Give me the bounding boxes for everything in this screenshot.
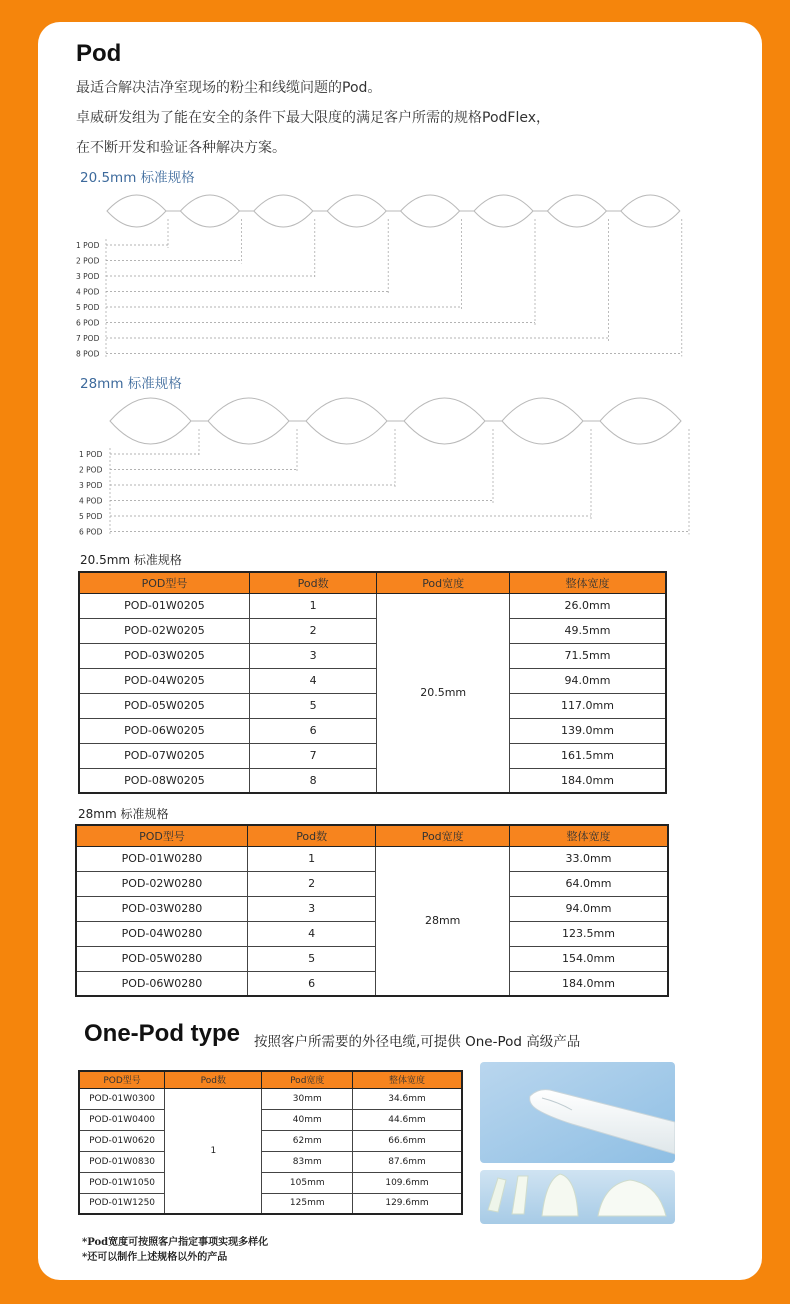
cell-total: 154.0mm [509,946,668,971]
pod-count-label: 6 POD [79,527,103,537]
pod-shape [600,398,681,444]
cell-count: 1 [247,846,375,871]
cell-model: POD-05W0280 [76,946,247,971]
cell-model: POD-01W0280 [76,846,247,871]
cell-total: 66.6mm [353,1130,462,1151]
product-photo-strip [480,1062,675,1163]
pod-count-label: 3 POD [79,481,103,490]
cell-width: 30mm [262,1088,353,1109]
header-total: 整体宽度 [353,1071,462,1088]
notes [82,1235,268,1265]
cell-total: 117.0mm [509,693,666,718]
cell-total: 184.0mm [509,768,666,793]
onepod-subtitle: 按照客户所需要的外径电缆,可提供 One-Pod 高级产品 [254,1034,581,1050]
cell-model: POD-02W0205 [79,618,249,643]
cell-model: POD-06W0205 [79,718,249,743]
diagram-205 [70,186,700,362]
cell-model: POD-04W0205 [79,668,249,693]
table-row [76,896,668,921]
intro-line: 最适合解决洁净室现场的粉尘和线缆问题的Pod。 [76,80,382,96]
pod-shape [180,195,239,227]
cell-total: 26.0mm [509,593,666,618]
diagram-28-title: 28mm 标准规格 [80,376,182,392]
intro-line: 卓威研发组为了能在安全的条件下最大限度的满足客户所需的规格PodFlex， [76,110,550,126]
header-count: Pod数 [165,1071,262,1088]
header-model: POD型号 [79,1071,165,1088]
table-row [79,1088,462,1109]
cell-model: POD-08W0205 [79,768,249,793]
product-photo-crosssection [480,1170,675,1224]
pod-count-label: 2 POD [76,256,100,266]
cell-model: POD-01W1250 [79,1193,165,1214]
cell-count: 7 [249,743,376,768]
pod-shape [254,195,313,227]
cell-width: 40mm [262,1109,353,1130]
cell-total: 184.0mm [509,971,668,996]
cell-total: 94.0mm [509,896,668,921]
cell-count: 3 [247,896,375,921]
cell-width: 62mm [262,1130,353,1151]
cell-width: 125mm [262,1193,353,1214]
table-row [79,1172,462,1193]
page-title: Pod [76,40,122,67]
onepod-table [78,1070,463,1215]
table-row [79,693,666,718]
cell-model: POD-06W0280 [76,971,247,996]
table-row [79,718,666,743]
table-row [79,1193,462,1214]
intro-line: 在不断开发和验证各种解决方案。 [76,140,286,156]
table-row [79,1130,462,1151]
cell-count: 6 [249,718,376,743]
cell-total: 71.5mm [509,643,666,668]
pod-count-label: 8 POD [76,349,100,359]
header-total: 整体宽度 [509,572,666,593]
cell-total: 139.0mm [509,718,666,743]
header-count: Pod数 [249,572,376,593]
pod-shape [474,195,533,227]
cell-total: 64.0mm [509,871,668,896]
table-205-caption: 20.5mm 标准规格 [80,553,182,567]
pod-count-label: 1 POD [79,450,103,459]
table-row [79,668,666,693]
header-width: Pod宽度 [377,572,510,593]
table-row [76,971,668,996]
cell-count: 5 [249,693,376,718]
cell-count: 4 [247,921,375,946]
pod-count-label: 4 POD [76,287,100,297]
table-row [79,618,666,643]
table-row [76,946,668,971]
table-row [79,643,666,668]
pod-shape [306,398,387,444]
cell-width: 83mm [262,1151,353,1172]
table-row [76,921,668,946]
cell-total: 49.5mm [509,618,666,643]
table-row [79,743,666,768]
cell-count: 8 [249,768,376,793]
pod-count-label: 1 POD [76,241,100,250]
cell-count: 2 [249,618,376,643]
pod-count-label: 6 POD [76,318,100,328]
cell-model: POD-03W0280 [76,896,247,921]
diagram-28 [70,392,700,544]
cell-model: POD-01W0205 [79,593,249,618]
cell-model: POD-05W0205 [79,693,249,718]
cell-total: 94.0mm [509,668,666,693]
onepod-title: One-Pod type [84,1020,241,1047]
cell-model: POD-01W0400 [79,1109,165,1130]
note-line: *Pod宽度可按照客户指定事项实现多样化 [82,1237,269,1248]
header-width: Pod宽度 [376,825,510,846]
header-total: 整体宽度 [509,825,668,846]
pod-shape [404,398,485,444]
header-count: Pod数 [247,825,375,846]
pod-count-label: 4 POD [79,496,103,506]
cell-count: 2 [247,871,375,896]
cell-total: 123.5mm [509,921,668,946]
header-model: POD型号 [79,572,249,593]
table-row [79,1151,462,1172]
cell-total: 44.6mm [353,1109,462,1130]
pod-shape [502,398,583,444]
table-row [76,871,668,896]
table-205 [78,571,667,794]
cell-width: 105mm [262,1172,353,1193]
note-line: *还可以制作上述规格以外的产品 [82,1252,228,1263]
cell-model: POD-02W0280 [76,871,247,896]
pod-count-label: 2 POD [79,465,103,475]
cell-width: 20.5mm [377,593,510,793]
pod-shape [208,398,289,444]
table-28-caption: 28mm 标准规格 [78,807,169,821]
intro-text [76,73,550,163]
cell-count: 4 [249,668,376,693]
table-row [79,593,666,618]
cell-model: POD-01W1050 [79,1172,165,1193]
cell-model: POD-04W0280 [76,921,247,946]
pod-shape [547,195,606,227]
pod-count-label: 7 POD [76,334,100,343]
pod-count-label: 5 POD [79,512,103,521]
header-width: Pod宽度 [262,1071,353,1088]
pod-shape [327,195,386,227]
cell-total: 33.0mm [509,846,668,871]
cell-total: 129.6mm [353,1193,462,1214]
cell-total: 161.5mm [509,743,666,768]
pod-shape [621,195,680,227]
pod-shape [107,195,166,227]
table-row [76,846,668,871]
pod-count-label: 3 POD [76,272,100,281]
header-model: POD型号 [76,825,247,846]
cell-model: POD-01W0830 [79,1151,165,1172]
diagram-205-title: 20.5mm 标准规格 [80,170,195,186]
table-row [79,768,666,793]
cell-model: POD-03W0205 [79,643,249,668]
pod-count-label: 5 POD [76,303,100,312]
cell-total: 87.6mm [353,1151,462,1172]
table-28 [75,824,669,997]
cell-model: POD-01W0620 [79,1130,165,1151]
cell-model: POD-01W0300 [79,1088,165,1109]
pod-shape [110,398,191,444]
cell-total: 109.6mm [353,1172,462,1193]
cell-total: 34.6mm [353,1088,462,1109]
cell-width: 28mm [376,846,510,996]
cell-count: 6 [247,971,375,996]
pod-shape [401,195,460,227]
cell-count: 1 [249,593,376,618]
table-row [79,1109,462,1130]
cell-count: 3 [249,643,376,668]
cell-count: 1 [165,1088,262,1214]
cell-model: POD-07W0205 [79,743,249,768]
cell-count: 5 [247,946,375,971]
